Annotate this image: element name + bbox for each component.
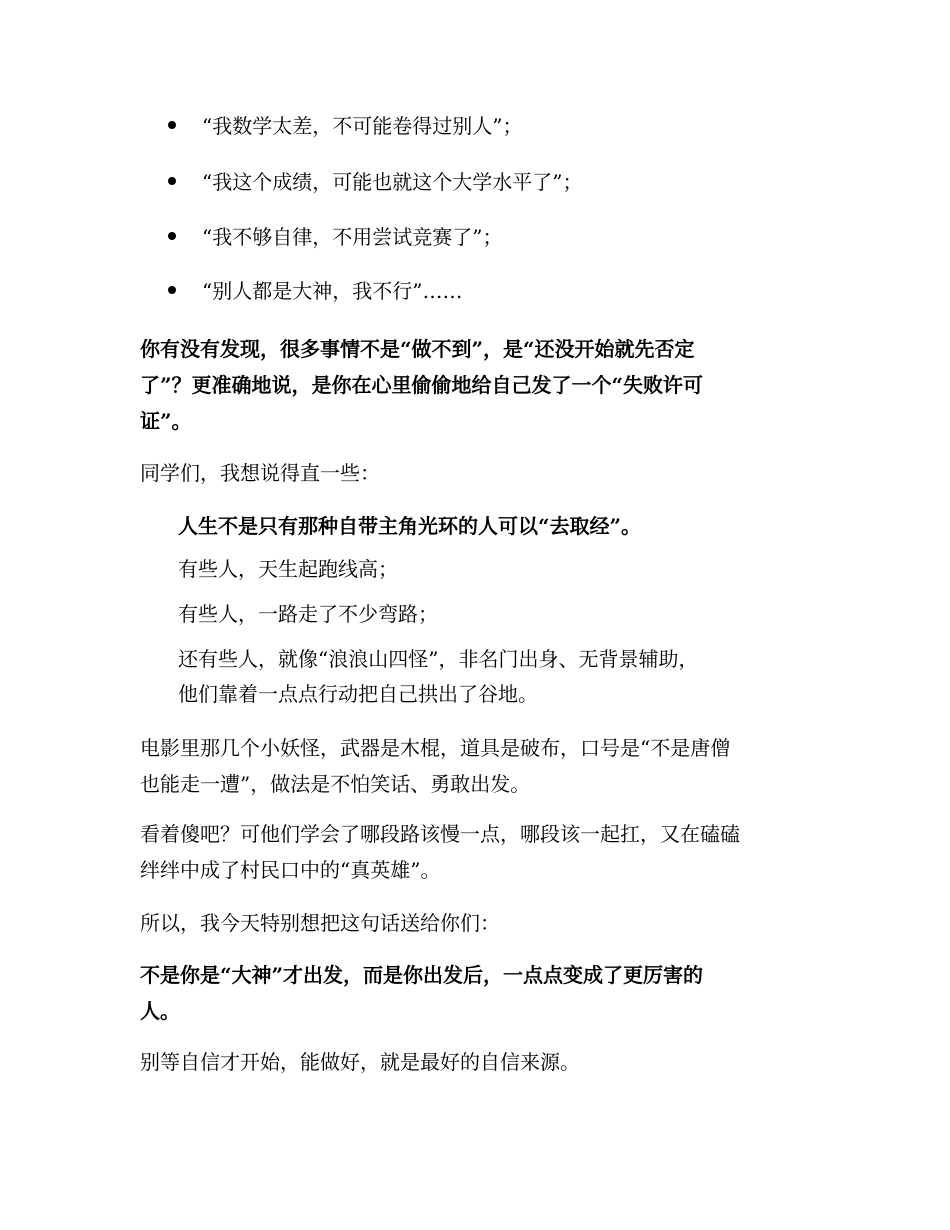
bullet-text: “我数学太差，不可能卷得过别人”； xyxy=(202,114,523,138)
bullet-text: “别人都是大神，我不行”…… xyxy=(202,279,463,303)
bullet-text: “我这个成绩，可能也就这个大学水平了”； xyxy=(202,170,583,194)
paragraph-line: 绊绊中成了村民口中的“真英雄”。 xyxy=(140,858,441,882)
paragraph-line: 了”？更准确地说，是你在心里偷偷地给自己发了一个“失败许可 xyxy=(140,373,704,397)
list-item xyxy=(140,220,780,254)
paragraph-line: 所以，我今天特别想把这句话送给你们： xyxy=(140,911,500,935)
paragraph-line: 证”。 xyxy=(140,409,192,433)
paragraph-bold-motto xyxy=(140,957,800,1029)
paragraph-line: 人。 xyxy=(140,999,180,1023)
paragraph-line: 别等自信才开始，能做好，就是最好的自信来源。 xyxy=(140,1050,580,1074)
quote-heading: 人生不是只有那种自带主角光环的人可以“去取经”。 xyxy=(178,514,642,538)
bullet-icon xyxy=(168,232,176,240)
paragraph-movie xyxy=(140,730,800,802)
quote-line: 还有些人，就像“浪浪山四怪”，非名门出身、无背景辅助， xyxy=(178,647,699,671)
quote-line: 有些人，一路走了不少弯路； xyxy=(178,602,438,626)
bullet-icon xyxy=(168,121,176,129)
paragraph-line: 看着傻吧？可他们学会了哪段路该慢一点，哪段该一起扛，又在磕磕 xyxy=(140,822,740,846)
paragraph-intro-quote xyxy=(140,905,800,941)
text-column xyxy=(140,0,800,1230)
paragraph-closing xyxy=(140,1044,800,1080)
paragraph-line: 也能走一遭”，做法是不怕笑话、勇敢出发。 xyxy=(140,772,531,796)
paragraph-address xyxy=(140,455,800,491)
paragraph-line: 电影里那几个小妖怪，武器是木棍，道具是破布，口号是“不是唐僧 xyxy=(140,736,731,760)
bullet-icon xyxy=(168,177,176,185)
list-item xyxy=(140,109,780,143)
paragraph-line: 同学们，我想说得直一些： xyxy=(140,461,380,485)
bullet-text: “我不够自律，不用尝试竞赛了”； xyxy=(202,225,503,249)
list-item xyxy=(140,274,780,308)
bullet-icon xyxy=(168,286,176,294)
paragraph-heroes xyxy=(140,816,800,888)
list-item xyxy=(140,165,780,199)
paragraph-bold-self-doubt xyxy=(140,331,800,439)
quote-line: 有些人，天生起跑线高； xyxy=(178,557,398,581)
paragraph-line: 你有没有发现，很多事情不是“做不到”，是“还没开始就先否定 xyxy=(140,337,695,361)
paragraph-line: 不是你是“大神”才出发，而是你出发后，一点点变成了更厉害的 xyxy=(140,963,704,987)
quote-line: 他们靠着一点点行动把自己拱出了谷地。 xyxy=(178,682,538,706)
